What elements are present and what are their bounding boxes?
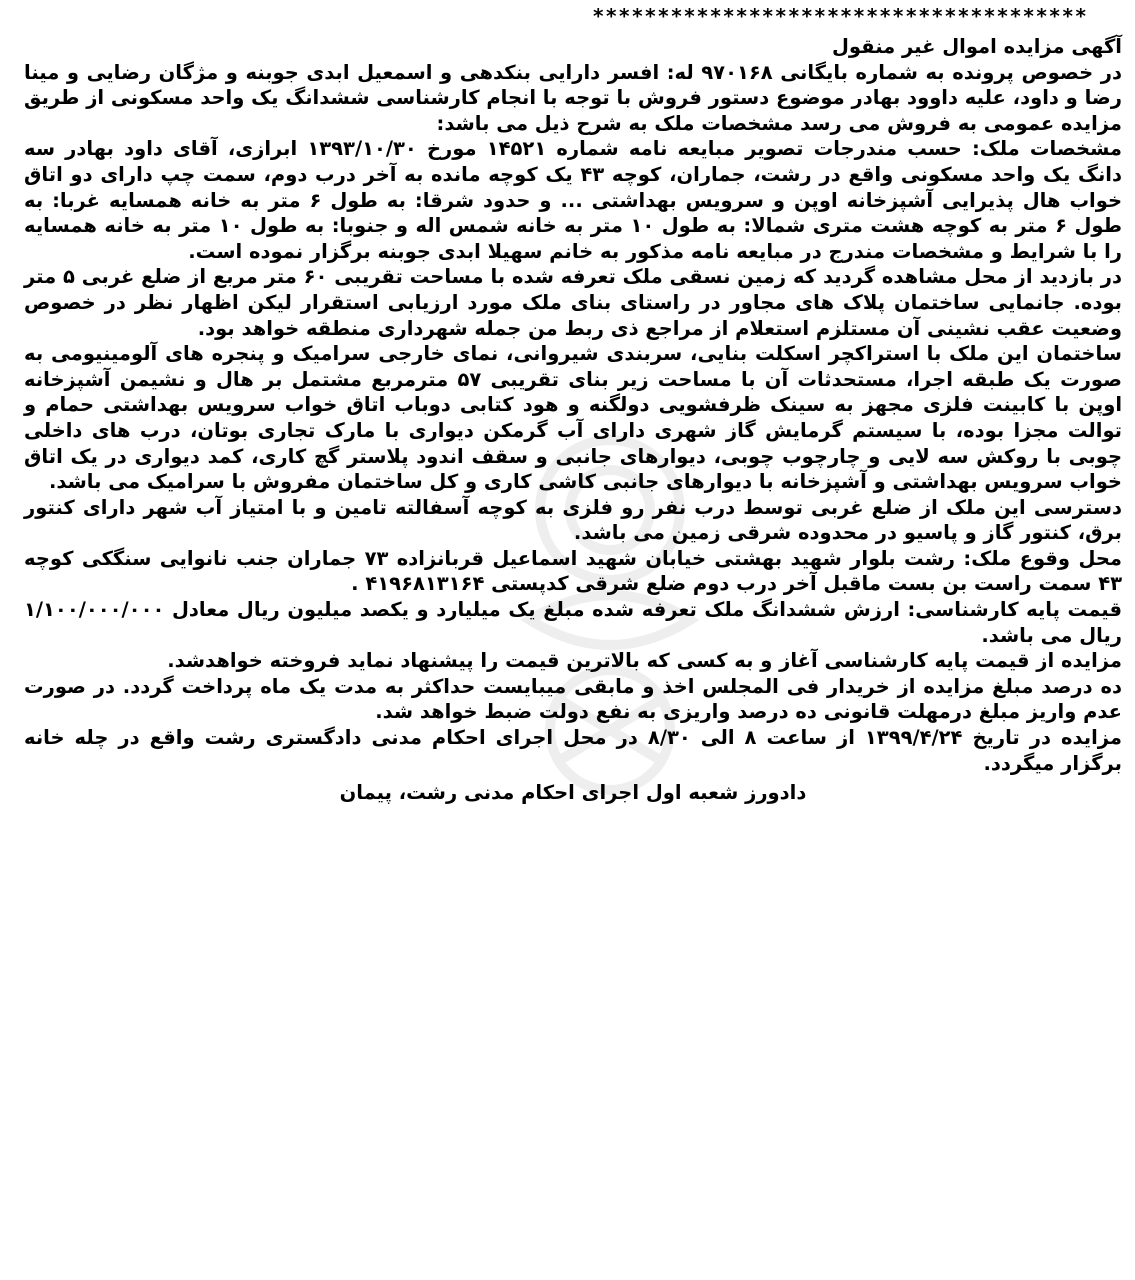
notice-paragraph-auction-start: مزایده از قیمت پایه کارشناسی آغاز و به کسی که بالاترین قیمت را پیشنهاد نماید فروخته خواهدشد. [167, 649, 1122, 673]
notice-paragraph-date: مزایده در تاریخ ۱۳۹۹/۴/۲۴ از ساعت ۸ الی ۸/۳۰ در محل اجرای احکام مدنی دادگستری رشت واقع در چله خانه برگزار میگردد. [24, 726, 1123, 775]
star-divider: ************************************** [592, 4, 1088, 28]
notice-paragraph-payment: ده درصد مبلغ مزایده از خریدار فی المجلس اخذ و مابقی میبایست حداکثر به مدت یک ماه پرداخت گردد. در صورت عدم واریز مبلغ درمهلت قانونی ده درصد واریزی به نفع دولت ضبط خواهد شد. [24, 674, 1122, 724]
notice-paragraph-building: ساختمان این ملک با استراکچر اسکلت بنایی، سربندی شیروانی، نمای خارجی سرامیک و پنجره های آلومینیومی به صورت یک طبقه اجرا، مستحدثات آن با مساحت زیر بنای تقریبی ۵۷ مترمربع مشتمل بر هال و نشیمن آشپزخانه اوپن با کابینت فلزی مجهز به سینک ظرفشویی دولگنه و هود کتابی دوباب اتاق خواب سرویس بهداشتی حمام و توالت مجزا بوده، با سیستم گرمایش گاز شهری دارای آب گرمکن دیواری با مارک تجاری بوتان، درب های داخلی چوبی با روکش سه لایی و چارچوب چوبی، دیوارهای جانبی و سقف اندود پلاستر گچ کاری، کمد دیواری در یک اتاق خواب سرویس بهداشتی و آشپزخانه با دیوارهای جانبی کاشی کاری و کل ساختمان مفروش با سرامیک می باشد. [24, 342, 1122, 494]
notice-title: آگهی مزایده اموال غیر منقول [832, 35, 1122, 58]
notice-paragraph-property-specs: مشخصات ملک: حسب مندرجات تصویر مبایعه نامه شماره ۱۴۵۲۱ مورخ ۱۳۹۳/۱۰/۳۰ ابرازی، آقای داود بهادر سه دانگ یک واحد مسکونی واقع در رشت، جماران، کوچه ۴۳ یک کوچه مانده به آخر درب دوم، سمت چپ دارای دو اتاق خواب هال پذیرایی آشپزخانه اوپن و سرویس بهداشتی ... و حدود شرقا: به طول ۶ متر به خانه همسایه غربا: به طول ۶ متر به کوچه هشت متری شمالا: به طول ۱۰ متر به خانه شمس اله و جنوبا: به طول ۱۰ متر به خانه همسایه را با شرایط و مشخصات مندرج در مبایعه نامه مذکور به خانم سهیلا ابدی جوبنه برگزار نموده است. [24, 137, 1123, 263]
notice-body [24, 34, 1122, 806]
notice-paragraph-inspection: در بازدید از محل مشاهده گردید که زمین نسقی ملک تعرفه شده با مساحت تقریبی ۶۰ متر مربع از ضلع غربی ۵ متر بوده. جانمایی ساختمان پلاک های مجاور در راستای بنای ملک مورد ارزیابی استقرار لیکن اظهار نظر در خصوص وضعیت عقب نشینی آن مستلزم استعلام از مراجع ذی ربط من جمله شهرداری منطقه خواهد بود. [24, 265, 1122, 340]
notice-paragraph-case: در خصوص پرونده به شماره بایگانی ۹۷۰۱۶۸ له: افسر دارایی بنکدهی و اسمعیل ابدی جوبنه و مژگان رضایی و مینا رضا و داود، علیه داوود بهادر موضوع دستور فروش با توجه با انجام کارشناسی ششدانگ یک واحد مسکونی از طریق مزایده عمومی به فروش می رسد مشخصات ملک به شرح ذیل می باشد: [24, 60, 1122, 135]
notice-paragraph-location: محل وقوع ملک: رشت بلوار شهید بهشتی خیابان شهید اسماعیل قربانزاده ۷۳ جماران جنب نانوایی سنگکی کوچه ۴۳ سمت راست بن بست ماقبل آخر درب دوم ضلع شرقی کدپستی ۴۱۹۶۸۱۳۱۶۴ . [24, 546, 1122, 596]
notice-paragraph-access: دسترسی این ملک از ضلع غربی توسط درب نفر رو فلزی به کوچه آسفالته تامین و با امتیاز آب شهر دارای کنتور برق، کنتور گاز و پاسیو در محدوده شرقی زمین می باشد. [24, 495, 1122, 545]
notice-signature: دادورز شعبه اول اجرای احکام مدنی رشت، پیمان [339, 781, 807, 805]
notice-paragraph-base-price: قیمت پایه کارشناسی: ارزش ششدانگ ملک تعرفه شده مبلغ یک میلیارد و یکصد میلیون ریال معادل ۱/۱۰۰/۰۰۰/۰۰۰ ریال می باشد. [24, 598, 1122, 647]
